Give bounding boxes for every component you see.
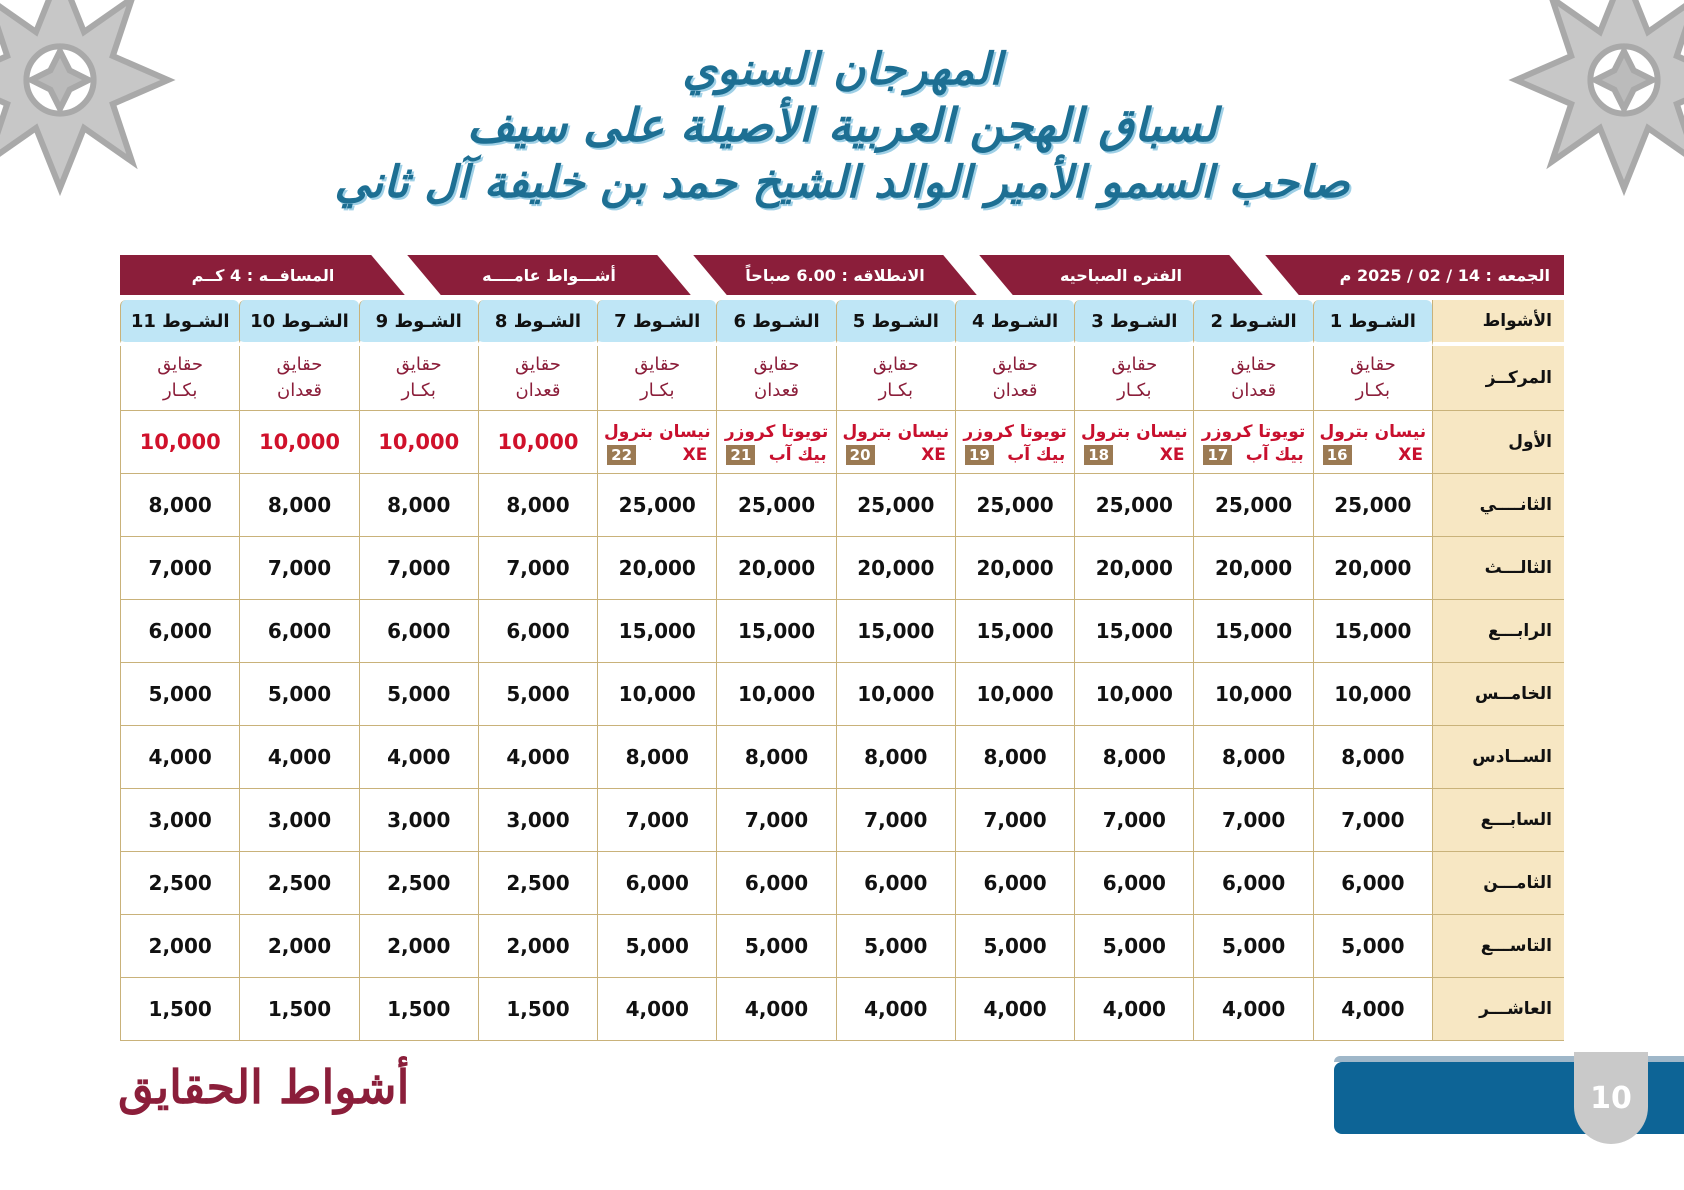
race-age: حقايق (157, 354, 204, 375)
race-age: حقايق (992, 354, 1038, 375)
prize-cell: 7,000 (239, 537, 358, 600)
prize-row-second (120, 474, 1564, 537)
races-prize-table (120, 300, 1564, 1041)
first-prize-cell (597, 411, 716, 474)
first-prize-cell (239, 411, 358, 474)
race-age: حقايق (1111, 354, 1158, 375)
race-header: الشـوط 2 (1193, 300, 1312, 346)
prize-cell: 15,000 (955, 600, 1074, 663)
prize-cell: 6,000 (239, 600, 358, 663)
prize-cell: 4,000 (955, 978, 1074, 1041)
prize-cell: 25,000 (597, 474, 716, 537)
race-header: الشـوط 8 (478, 300, 597, 346)
prize-cell: 15,000 (716, 600, 835, 663)
race-sex: بكـار (1355, 380, 1391, 401)
race-sex: قعدان (515, 380, 561, 401)
first-prize-car: تويوتا كروزر (1201, 422, 1306, 442)
first-prize-car-detail (1315, 445, 1431, 465)
center-row (120, 346, 1564, 411)
race-category-cell (597, 346, 716, 411)
first-prize-car-model: XE (921, 445, 946, 465)
prize-cell: 1,500 (359, 978, 478, 1041)
prize-cell: 6,000 (836, 852, 955, 915)
prize-cell: 3,000 (478, 789, 597, 852)
first-prize-amount: 10,000 (378, 430, 460, 454)
prize-cell: 6,000 (1313, 852, 1432, 915)
row-label-third: الثالـــث (1432, 537, 1564, 600)
row-label-second: الثانــــي (1432, 474, 1564, 537)
prize-cell: 5,000 (1193, 915, 1312, 978)
race-sex: قعدان (276, 380, 322, 401)
race-category-cell (478, 346, 597, 411)
first-prize-cell (955, 411, 1074, 474)
prize-cell: 5,000 (1074, 915, 1193, 978)
race-sex: بكـار (401, 380, 436, 401)
prize-row-ninth (120, 915, 1564, 978)
first-prize-cell (1193, 411, 1312, 474)
race-category-cell (955, 346, 1074, 411)
prize-cell: 4,000 (716, 978, 835, 1041)
prize-cell: 4,000 (239, 726, 358, 789)
prize-cell: 4,000 (836, 978, 955, 1041)
prize-cell: 8,000 (1313, 726, 1432, 789)
first-prize-car: نيسان بترول (1319, 422, 1427, 442)
race-category-cell (1193, 346, 1312, 411)
first-prize-car-model: XE (682, 445, 708, 465)
prize-cell: 2,000 (120, 915, 239, 978)
prize-cell: 6,000 (359, 600, 478, 663)
first-prize-car-detail (838, 445, 954, 465)
prize-cell: 10,000 (955, 663, 1074, 726)
car-number-badge: 21 (726, 445, 755, 465)
prize-row-seventh (120, 789, 1564, 852)
row-label-seventh: السابـــع (1432, 789, 1564, 852)
prize-cell: 5,000 (239, 663, 358, 726)
race-category-cell (239, 346, 358, 411)
banner-period: الفتره الصباحيه (978, 255, 1264, 295)
title-line-1: المهرجان السنوي (682, 44, 1002, 95)
prize-cell: 2,500 (478, 852, 597, 915)
prize-cell: 8,000 (478, 474, 597, 537)
race-header: الشـوط 4 (955, 300, 1074, 346)
race-sex: بكـار (878, 380, 913, 401)
info-banner (120, 255, 1564, 295)
first-prize-amount: 10,000 (258, 430, 340, 454)
prize-row-fifth (120, 663, 1564, 726)
first-prize-car: نيسان بترول (603, 422, 711, 442)
race-category-cell (1313, 346, 1432, 411)
race-sex: بكـار (1117, 380, 1152, 401)
prize-cell: 4,000 (1074, 978, 1193, 1041)
prize-cell: 6,000 (597, 852, 716, 915)
car-number-badge: 19 (965, 445, 994, 465)
race-age: حقايق (395, 354, 442, 375)
car-number-badge: 18 (1084, 445, 1113, 465)
prize-cell: 1,500 (478, 978, 597, 1041)
first-prize-car-detail (957, 445, 1073, 465)
prize-cell: 6,000 (1074, 852, 1193, 915)
prize-cell: 20,000 (716, 537, 835, 600)
banner-start-time: الانطلاقه : 6.00 صباحاً (692, 255, 978, 295)
prize-cell: 10,000 (1074, 663, 1193, 726)
prize-cell: 15,000 (1313, 600, 1432, 663)
first-prize-row (120, 411, 1564, 474)
first-prize-car-model: XE (1398, 445, 1423, 465)
race-header: الشـوط 6 (716, 300, 835, 346)
prize-cell: 10,000 (836, 663, 955, 726)
prize-cell: 8,000 (359, 474, 478, 537)
prize-cell: 7,000 (597, 789, 716, 852)
race-age: حقايق (276, 354, 323, 375)
title-line-2: لسباق الهجن العربية الأصيلة على سيف (466, 98, 1218, 152)
prize-cell: 20,000 (1074, 537, 1193, 600)
prize-cell: 6,000 (120, 600, 239, 663)
row-label-fifth: الخامــس (1432, 663, 1564, 726)
prize-cell: 2,000 (359, 915, 478, 978)
first-prize-cell (716, 411, 835, 474)
race-age: حقايق (634, 354, 681, 375)
prize-cell: 5,000 (478, 663, 597, 726)
first-prize-cell (1074, 411, 1193, 474)
page-number: 10 (1574, 1052, 1648, 1144)
first-prize-car-detail (718, 445, 834, 465)
prize-cell: 2,500 (359, 852, 478, 915)
festival-title (0, 42, 1684, 210)
race-header: الشـوط 5 (836, 300, 955, 346)
prize-cell: 6,000 (955, 852, 1074, 915)
prize-cell: 4,000 (1313, 978, 1432, 1041)
row-label-eighth: الثامـــن (1432, 852, 1564, 915)
prize-cell: 3,000 (120, 789, 239, 852)
prize-cell: 15,000 (1193, 600, 1312, 663)
first-prize-amount: 10,000 (497, 430, 579, 454)
prize-row-tenth (120, 978, 1564, 1041)
prize-row-eighth (120, 852, 1564, 915)
prize-cell: 25,000 (716, 474, 835, 537)
prize-cell: 15,000 (597, 600, 716, 663)
prize-cell: 5,000 (836, 915, 955, 978)
race-category-cell (120, 346, 239, 411)
first-prize-car: تويوتا كروزر (963, 422, 1067, 442)
prize-cell: 4,000 (359, 726, 478, 789)
first-prize-cell (836, 411, 955, 474)
prize-cell: 7,000 (716, 789, 835, 852)
prize-row-fourth (120, 600, 1564, 663)
first-prize-car: تويوتا كروزر (724, 422, 829, 442)
prize-cell: 2,000 (239, 915, 358, 978)
row-label-ninth: التاســـع (1432, 915, 1564, 978)
row-label-center: المركــز (1432, 346, 1564, 411)
section-title: أشواط الحقايق (118, 1060, 410, 1114)
banner-date: الجمعه : 14 / 02 / 2025 م (1339, 265, 1550, 285)
prize-cell: 6,000 (478, 600, 597, 663)
prize-cell: 8,000 (716, 726, 835, 789)
prize-cell: 20,000 (836, 537, 955, 600)
car-number-badge: 17 (1203, 445, 1232, 465)
prize-cell: 4,000 (1193, 978, 1312, 1041)
prize-cell: 5,000 (120, 663, 239, 726)
prize-cell: 1,500 (239, 978, 358, 1041)
prize-cell: 5,000 (716, 915, 835, 978)
prize-cell: 5,000 (955, 915, 1074, 978)
prize-cell: 15,000 (836, 600, 955, 663)
first-prize-cell (478, 411, 597, 474)
prize-cell: 10,000 (1193, 663, 1312, 726)
first-prize-car-detail (1076, 445, 1192, 465)
prize-cell: 25,000 (955, 474, 1074, 537)
prize-cell: 25,000 (1193, 474, 1312, 537)
row-label-first: الأول (1432, 411, 1564, 474)
first-prize-car-model: بيك آب (1007, 445, 1066, 465)
prize-cell: 4,000 (478, 726, 597, 789)
first-prize-car-detail (1195, 445, 1311, 465)
prize-cell: 8,000 (836, 726, 955, 789)
race-sex: قعدان (754, 380, 800, 401)
prize-cell: 25,000 (836, 474, 955, 537)
race-sex: قعدان (1231, 380, 1277, 401)
prize-cell: 7,000 (955, 789, 1074, 852)
race-sex: بكـار (640, 380, 675, 401)
race-category-cell (359, 346, 478, 411)
race-age: حقايق (1230, 354, 1277, 375)
prize-cell: 2,500 (239, 852, 358, 915)
car-number-badge: 16 (1323, 445, 1352, 465)
race-header: الشـوط 3 (1074, 300, 1193, 346)
prize-cell: 20,000 (955, 537, 1074, 600)
prize-cell: 8,000 (955, 726, 1074, 789)
race-category-cell (836, 346, 955, 411)
race-age: حقايق (872, 354, 919, 375)
prize-cell: 20,000 (1313, 537, 1432, 600)
prize-cell: 3,000 (359, 789, 478, 852)
prize-cell: 3,000 (239, 789, 358, 852)
banner-races-type: أشـــواط عامــــه (406, 255, 692, 295)
race-header: الشـوط 10 (239, 300, 358, 346)
prize-cell: 5,000 (359, 663, 478, 726)
prize-cell: 15,000 (1074, 600, 1193, 663)
prize-cell: 20,000 (1193, 537, 1312, 600)
prize-cell: 25,000 (1313, 474, 1432, 537)
row-label-sixth: الســادس (1432, 726, 1564, 789)
race-category-cell (1074, 346, 1193, 411)
race-age: حقايق (515, 354, 561, 375)
prize-cell: 7,000 (478, 537, 597, 600)
race-age: حقايق (1349, 354, 1396, 375)
first-prize-cell (359, 411, 478, 474)
car-number-badge: 20 (846, 445, 875, 465)
title-line-3: صاحب السمو الأمير الوالد الشيخ حمد بن خليفة آل ثاني (334, 156, 1350, 208)
prize-cell: 20,000 (597, 537, 716, 600)
prize-cell: 8,000 (1193, 726, 1312, 789)
first-prize-car-model: بيك آب (1245, 445, 1304, 465)
race-header: الشـوط 7 (597, 300, 716, 346)
row-label-tenth: العاشـــر (1432, 978, 1564, 1041)
race-header: الشـوط 1 (1313, 300, 1432, 346)
first-prize-car-detail (599, 445, 715, 465)
prize-cell: 8,000 (597, 726, 716, 789)
prize-cell: 8,000 (120, 474, 239, 537)
prize-cell: 6,000 (716, 852, 835, 915)
prize-cell: 7,000 (359, 537, 478, 600)
prize-cell: 25,000 (1074, 474, 1193, 537)
prize-cell: 7,000 (1313, 789, 1432, 852)
prize-cell: 4,000 (120, 726, 239, 789)
first-prize-car-model: بيك آب (768, 445, 827, 465)
prize-row-third (120, 537, 1564, 600)
prize-cell: 7,000 (1193, 789, 1312, 852)
races-header-row (120, 300, 1564, 346)
first-prize-car-model: XE (1159, 445, 1185, 465)
row-label-races: الأشواط (1432, 300, 1564, 346)
row-label-fourth: الرابـــع (1432, 600, 1564, 663)
prize-row-sixth (120, 726, 1564, 789)
first-prize-car: نيسان بترول (1081, 422, 1188, 442)
prize-cell: 2,500 (120, 852, 239, 915)
prize-cell: 7,000 (1074, 789, 1193, 852)
race-age: حقايق (753, 354, 800, 375)
prize-cell: 8,000 (239, 474, 358, 537)
prize-cell: 5,000 (1313, 915, 1432, 978)
prize-cell: 6,000 (1193, 852, 1312, 915)
banner-distance: المسافــه : 4 كــم (120, 255, 406, 295)
race-header: الشـوط 11 (120, 300, 239, 346)
prize-cell: 8,000 (1074, 726, 1193, 789)
first-prize-amount: 10,000 (139, 430, 221, 454)
first-prize-cell (120, 411, 239, 474)
first-prize-car: نيسان بترول (842, 422, 950, 442)
prize-cell: 10,000 (597, 663, 716, 726)
prize-cell: 10,000 (716, 663, 835, 726)
race-header: الشـوط 9 (359, 300, 478, 346)
prize-cell: 7,000 (120, 537, 239, 600)
prize-cell: 4,000 (597, 978, 716, 1041)
race-category-cell (716, 346, 835, 411)
first-prize-cell (1313, 411, 1432, 474)
prize-cell: 5,000 (597, 915, 716, 978)
prize-cell: 1,500 (120, 978, 239, 1041)
race-sex: قعدان (992, 380, 1038, 401)
prize-cell: 10,000 (1313, 663, 1432, 726)
prize-cell: 2,000 (478, 915, 597, 978)
prize-cell: 7,000 (836, 789, 955, 852)
race-sex: بكـار (162, 380, 198, 401)
car-number-badge: 22 (607, 445, 636, 465)
